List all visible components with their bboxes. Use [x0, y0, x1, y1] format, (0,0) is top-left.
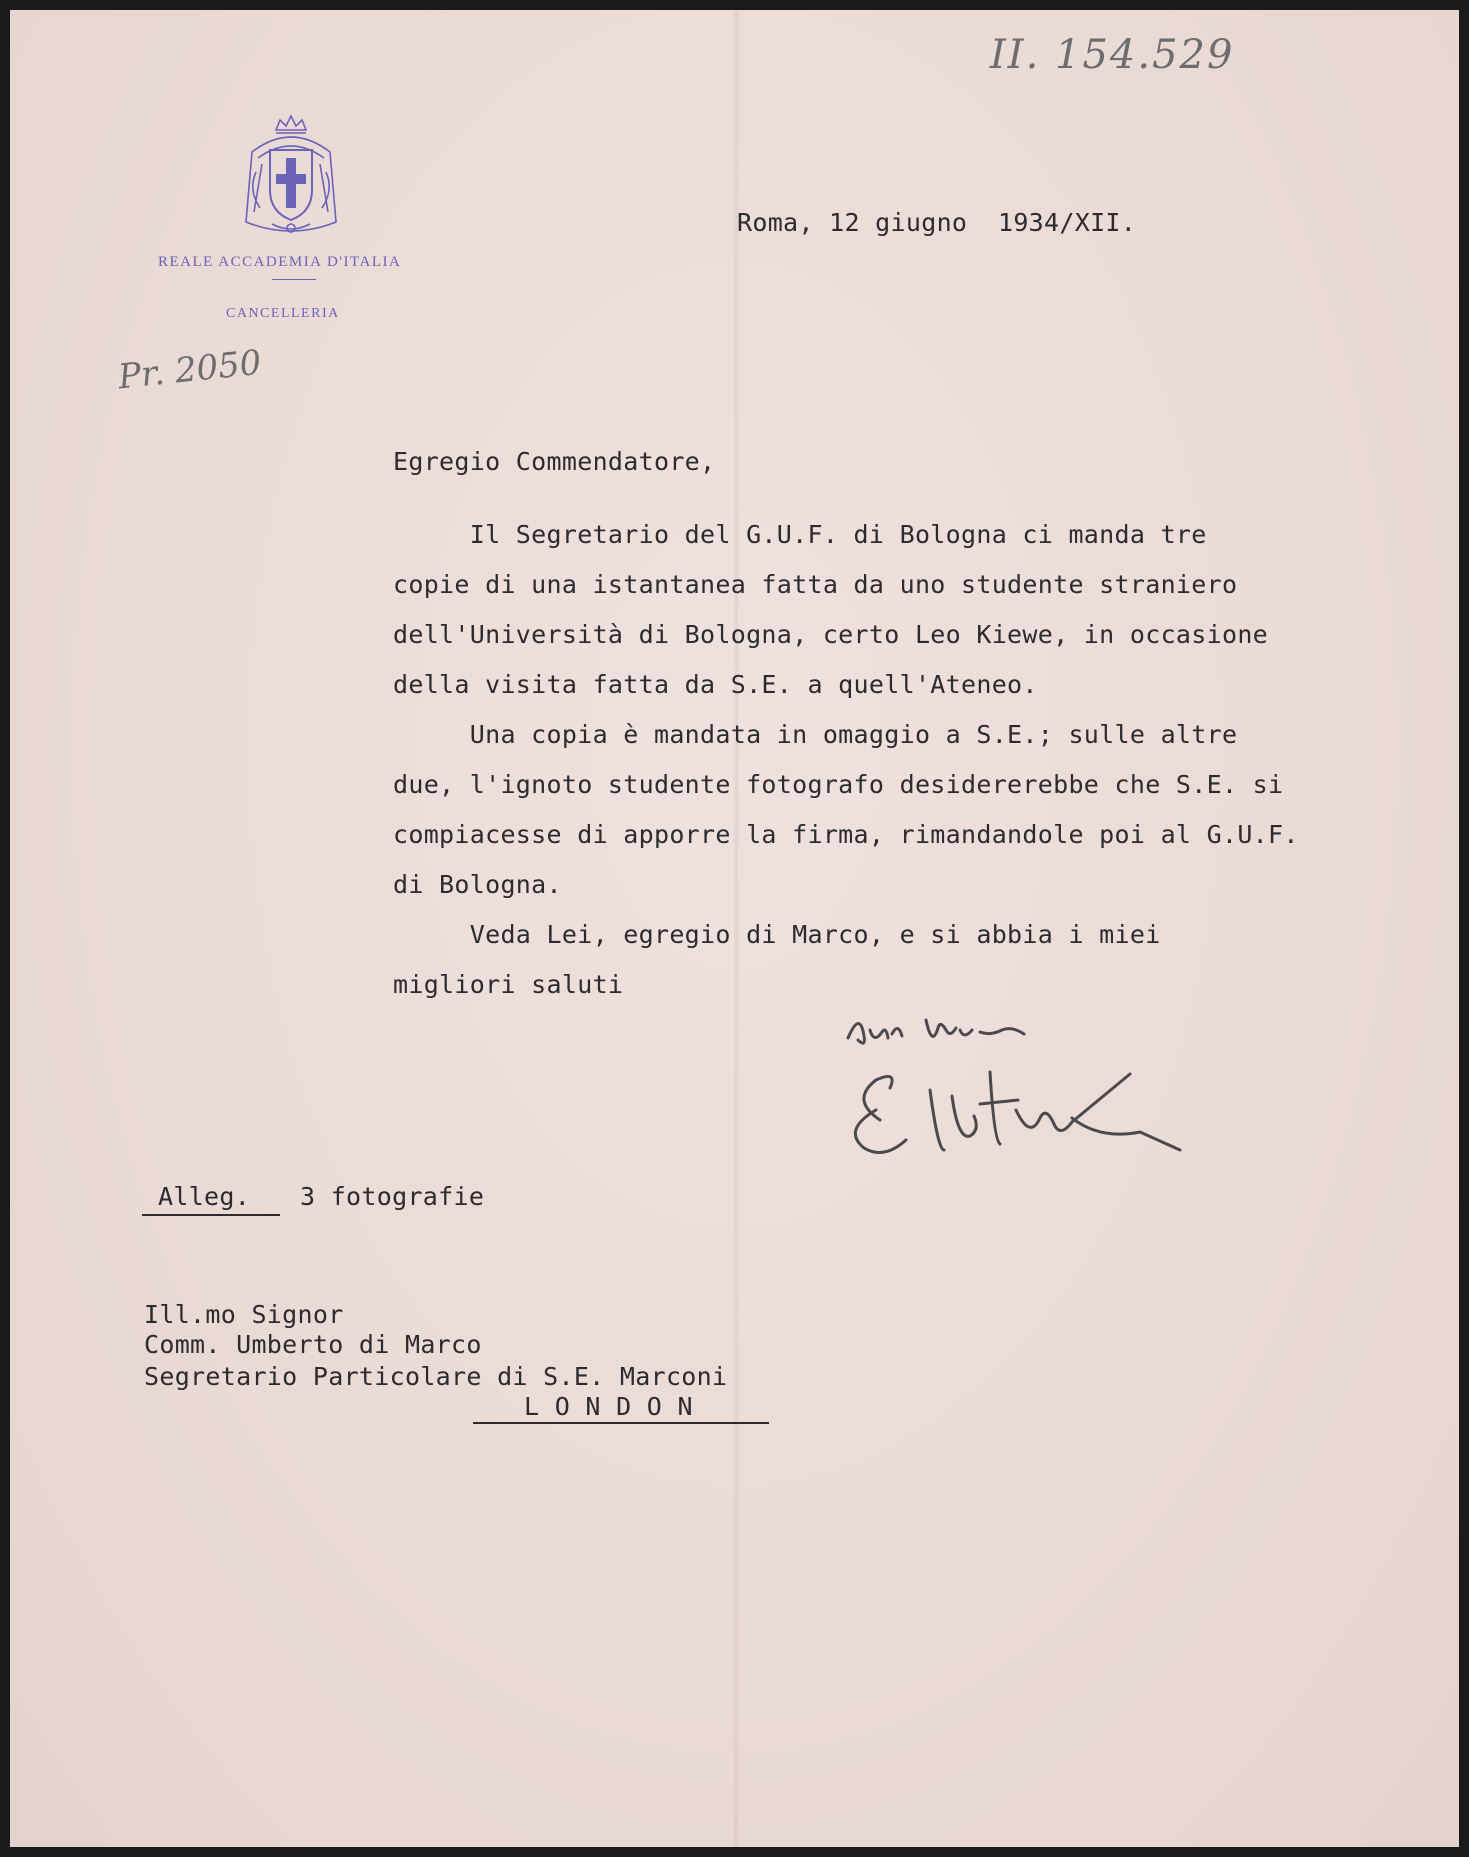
enclosure-underline	[142, 1214, 280, 1216]
letterhead-divider	[272, 279, 316, 280]
body-line: migliori saluti	[393, 970, 624, 999]
body-line: due, l'ignoto studente fotografo desidererebbe che S.E. si	[393, 770, 1284, 799]
body-line: Il Segretario del G.U.F. di Bologna ci manda tre	[393, 520, 1207, 549]
city-underline	[473, 1422, 769, 1424]
body-line: copie di una istantanea fatta da uno studente straniero	[393, 570, 1238, 599]
enclosure-text: 3 fotografie	[300, 1182, 485, 1211]
salutation: Egregio Commendatore,	[393, 447, 716, 476]
office-name: CANCELLERIA	[226, 306, 340, 321]
body-line: dell'Università di Bologna, certo Leo Kiewe, in occasione	[393, 620, 1269, 649]
address-line: Comm. Umberto di Marco	[144, 1330, 482, 1359]
body-line: Veda Lei, egregio di Marco, e si abbia i miei	[393, 920, 1161, 949]
address-line: Ill.mo Signor	[144, 1300, 344, 1329]
body-line: Una copia è mandata in omaggio a S.E.; sulle altre	[393, 720, 1238, 749]
body-line: di Bologna.	[393, 870, 562, 899]
address-line: Segretario Particolare di S.E. Marconi	[144, 1362, 728, 1391]
protocol-note: Pr. 2050	[116, 342, 264, 398]
archive-number: II. 154.529	[990, 32, 1235, 78]
body-line: compiacesse di apporre la firma, rimandandole poi al G.U.F.	[393, 820, 1299, 849]
address-city: L O N D O N	[524, 1392, 693, 1421]
coat-of-arms-icon	[232, 112, 350, 242]
body-line: della visita fatta da S.E. a quell'Ateneo.	[393, 670, 1038, 699]
letter-page	[10, 10, 1459, 1847]
institution-name: REALE ACCADEMIA D'ITALIA	[158, 254, 402, 270]
handwritten-signature-icon	[840, 1000, 1340, 1200]
date-line: Roma, 12 giugno 1934/XII.	[737, 208, 1137, 237]
enclosure-label: Alleg.	[158, 1182, 251, 1211]
